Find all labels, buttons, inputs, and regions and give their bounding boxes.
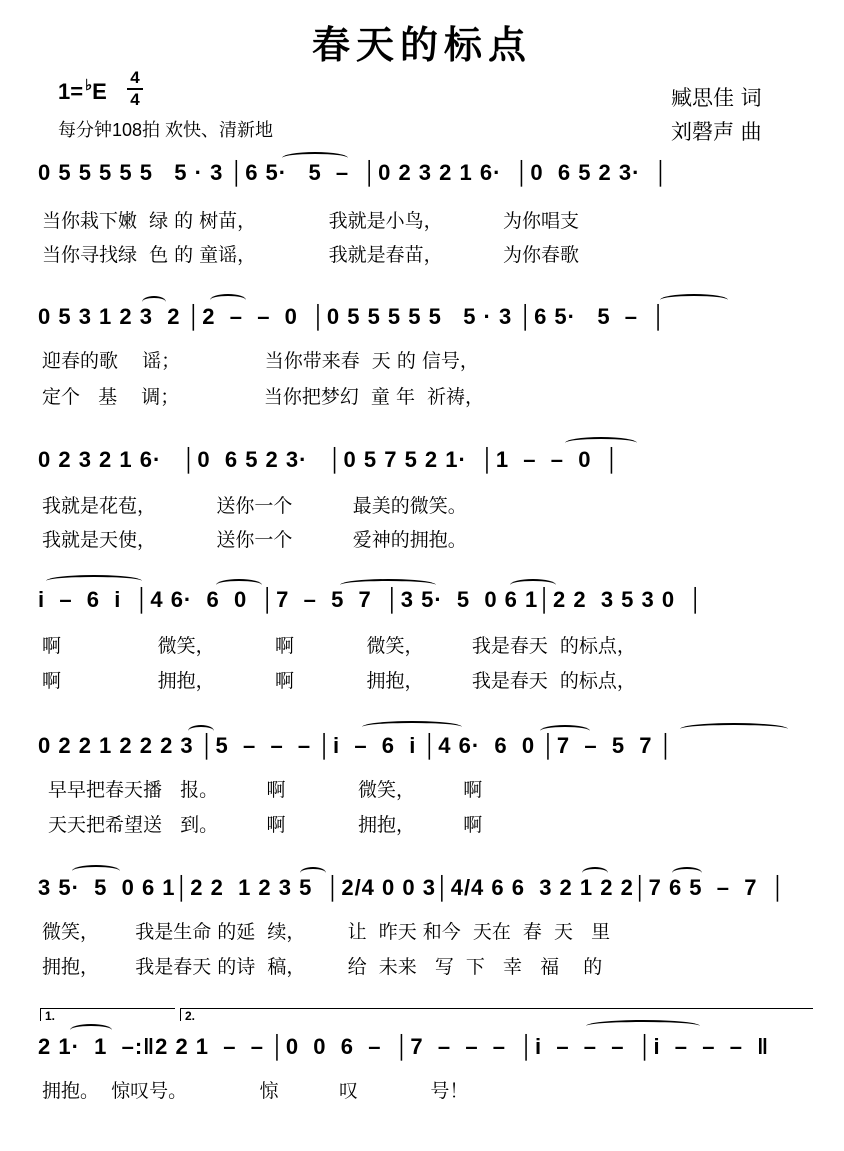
first-ending-bracket bbox=[40, 1008, 175, 1021]
lyric-verse-1: 早早把春天播 报。 啊 微笑， 啊 bbox=[42, 779, 483, 801]
lyric-verse-1: 微笑， 我是生命 的延 续， 让 昨天 和今 天在 春 天 里 bbox=[42, 921, 611, 943]
lyricist-credit: 臧思佳 词 bbox=[671, 86, 762, 110]
song-title: 春天的标点 bbox=[311, 22, 532, 67]
tie-arc bbox=[188, 725, 214, 737]
notation-line: 0 2 2 1 2 2 2 3 │5 – – – │i – 6 i │4 6· 6 0 │7 – 5 7 │ bbox=[38, 733, 675, 758]
tie-arc bbox=[46, 575, 142, 587]
tie-arc bbox=[362, 721, 462, 733]
tie-arc bbox=[660, 294, 728, 306]
notation-line: 0 2 3 2 1 6· │0 6 5 2 3· │0 5 7 5 2 1· │1 – – 0 │ bbox=[38, 447, 621, 472]
meter-top: 4 bbox=[130, 68, 140, 87]
lyric-verse-2: 啊 拥抱， 啊 拥抱， 我是春天 的标点， bbox=[42, 670, 636, 692]
second-ending-bracket bbox=[180, 1008, 813, 1021]
key-note: E bbox=[92, 79, 107, 104]
second-ending-label: 2. bbox=[185, 1009, 196, 1023]
tie-arc bbox=[340, 579, 436, 591]
notation-line: i – 6 i │4 6· 6 0 │7 – 5 7 │3 5· 5 0 6 1│2 2 3 5 3 0 │ bbox=[38, 587, 705, 612]
tie-arc bbox=[672, 867, 702, 879]
lyric-verse-2: 我就是天使， 送你一个 爱神的拥抱。 bbox=[42, 529, 467, 551]
tempo-marking: 每分钟108拍 欢快、清新地 bbox=[58, 120, 274, 140]
tie-arc bbox=[282, 152, 348, 164]
key-prefix: 1= bbox=[58, 79, 84, 104]
tie-arc bbox=[142, 296, 166, 308]
lyric-verse-1: 我就是花苞， 送你一个 最美的微笑。 bbox=[42, 495, 467, 517]
lyric-verse-2: 拥抱， 我是春天 的诗 稿， 给 未来 写 下 幸 福 的 bbox=[42, 956, 603, 978]
tie-arc bbox=[540, 725, 590, 737]
lyric-verse-2: 天天把希望送 到。 啊 拥抱， 啊 bbox=[42, 814, 483, 836]
tie-arc bbox=[586, 1020, 700, 1032]
tie-arc bbox=[680, 723, 788, 735]
meter-bottom: 4 bbox=[130, 90, 140, 109]
flat-sign: ♭ bbox=[85, 77, 93, 94]
notation-line: 0 5 3 1 2 3 2 │2 – – 0 │0 5 5 5 5 5 5 · 3 │6 5· 5 – │ bbox=[38, 304, 667, 329]
lyric-verse-1: 迎春的歌 谣； 当你带来春 天 的 信号， bbox=[42, 350, 479, 372]
tie-arc bbox=[216, 579, 262, 591]
tie-arc bbox=[300, 867, 326, 879]
notation-line: 2 1· 1 –:‖2 2 1 – – │0 0 6 – │7 – – – │i – – – │i – – – ‖ bbox=[38, 1034, 770, 1059]
key-signature bbox=[58, 76, 107, 105]
tie-arc bbox=[565, 437, 637, 449]
lyric-verse-1: 啊 微笑， 啊 微笑， 我是春天 的标点， bbox=[42, 635, 636, 657]
lyric-verse-2: 定个 基 调； 当你把梦幻 童 年 祈祷， bbox=[42, 386, 485, 408]
tie-arc bbox=[72, 865, 120, 877]
notation-line: 3 5· 5 0 6 1│2 2 1 2 3 5 │2/4 0 0 3│4/4 6 6 3 2 1 2 2│7 6 5 – 7 │ bbox=[38, 875, 787, 900]
tie-arc bbox=[510, 579, 556, 591]
lyric-verse-2: 当你寻找绿 色 的 童谣， 我就是春苗， 为你春歌 bbox=[42, 244, 580, 266]
tie-arc bbox=[210, 294, 246, 306]
lyric-final: 拥抱。 惊叹号。 惊 叹 号！ bbox=[42, 1080, 469, 1102]
notation-line: 0 5 5 5 5 5 5 · 3 │6 5· 5 – │0 2 3 2 1 6· │0 6 5 2 3· │ bbox=[38, 160, 670, 185]
first-ending-label: 1. bbox=[45, 1009, 56, 1023]
tie-arc bbox=[70, 1024, 112, 1036]
time-signature bbox=[127, 69, 143, 109]
lyric-verse-1: 当你栽下嫩 绿 的 树苗， 我就是小鸟， 为你唱支 bbox=[42, 210, 580, 232]
tie-arc bbox=[582, 867, 608, 879]
composer-credit: 刘磬声 曲 bbox=[671, 120, 762, 144]
